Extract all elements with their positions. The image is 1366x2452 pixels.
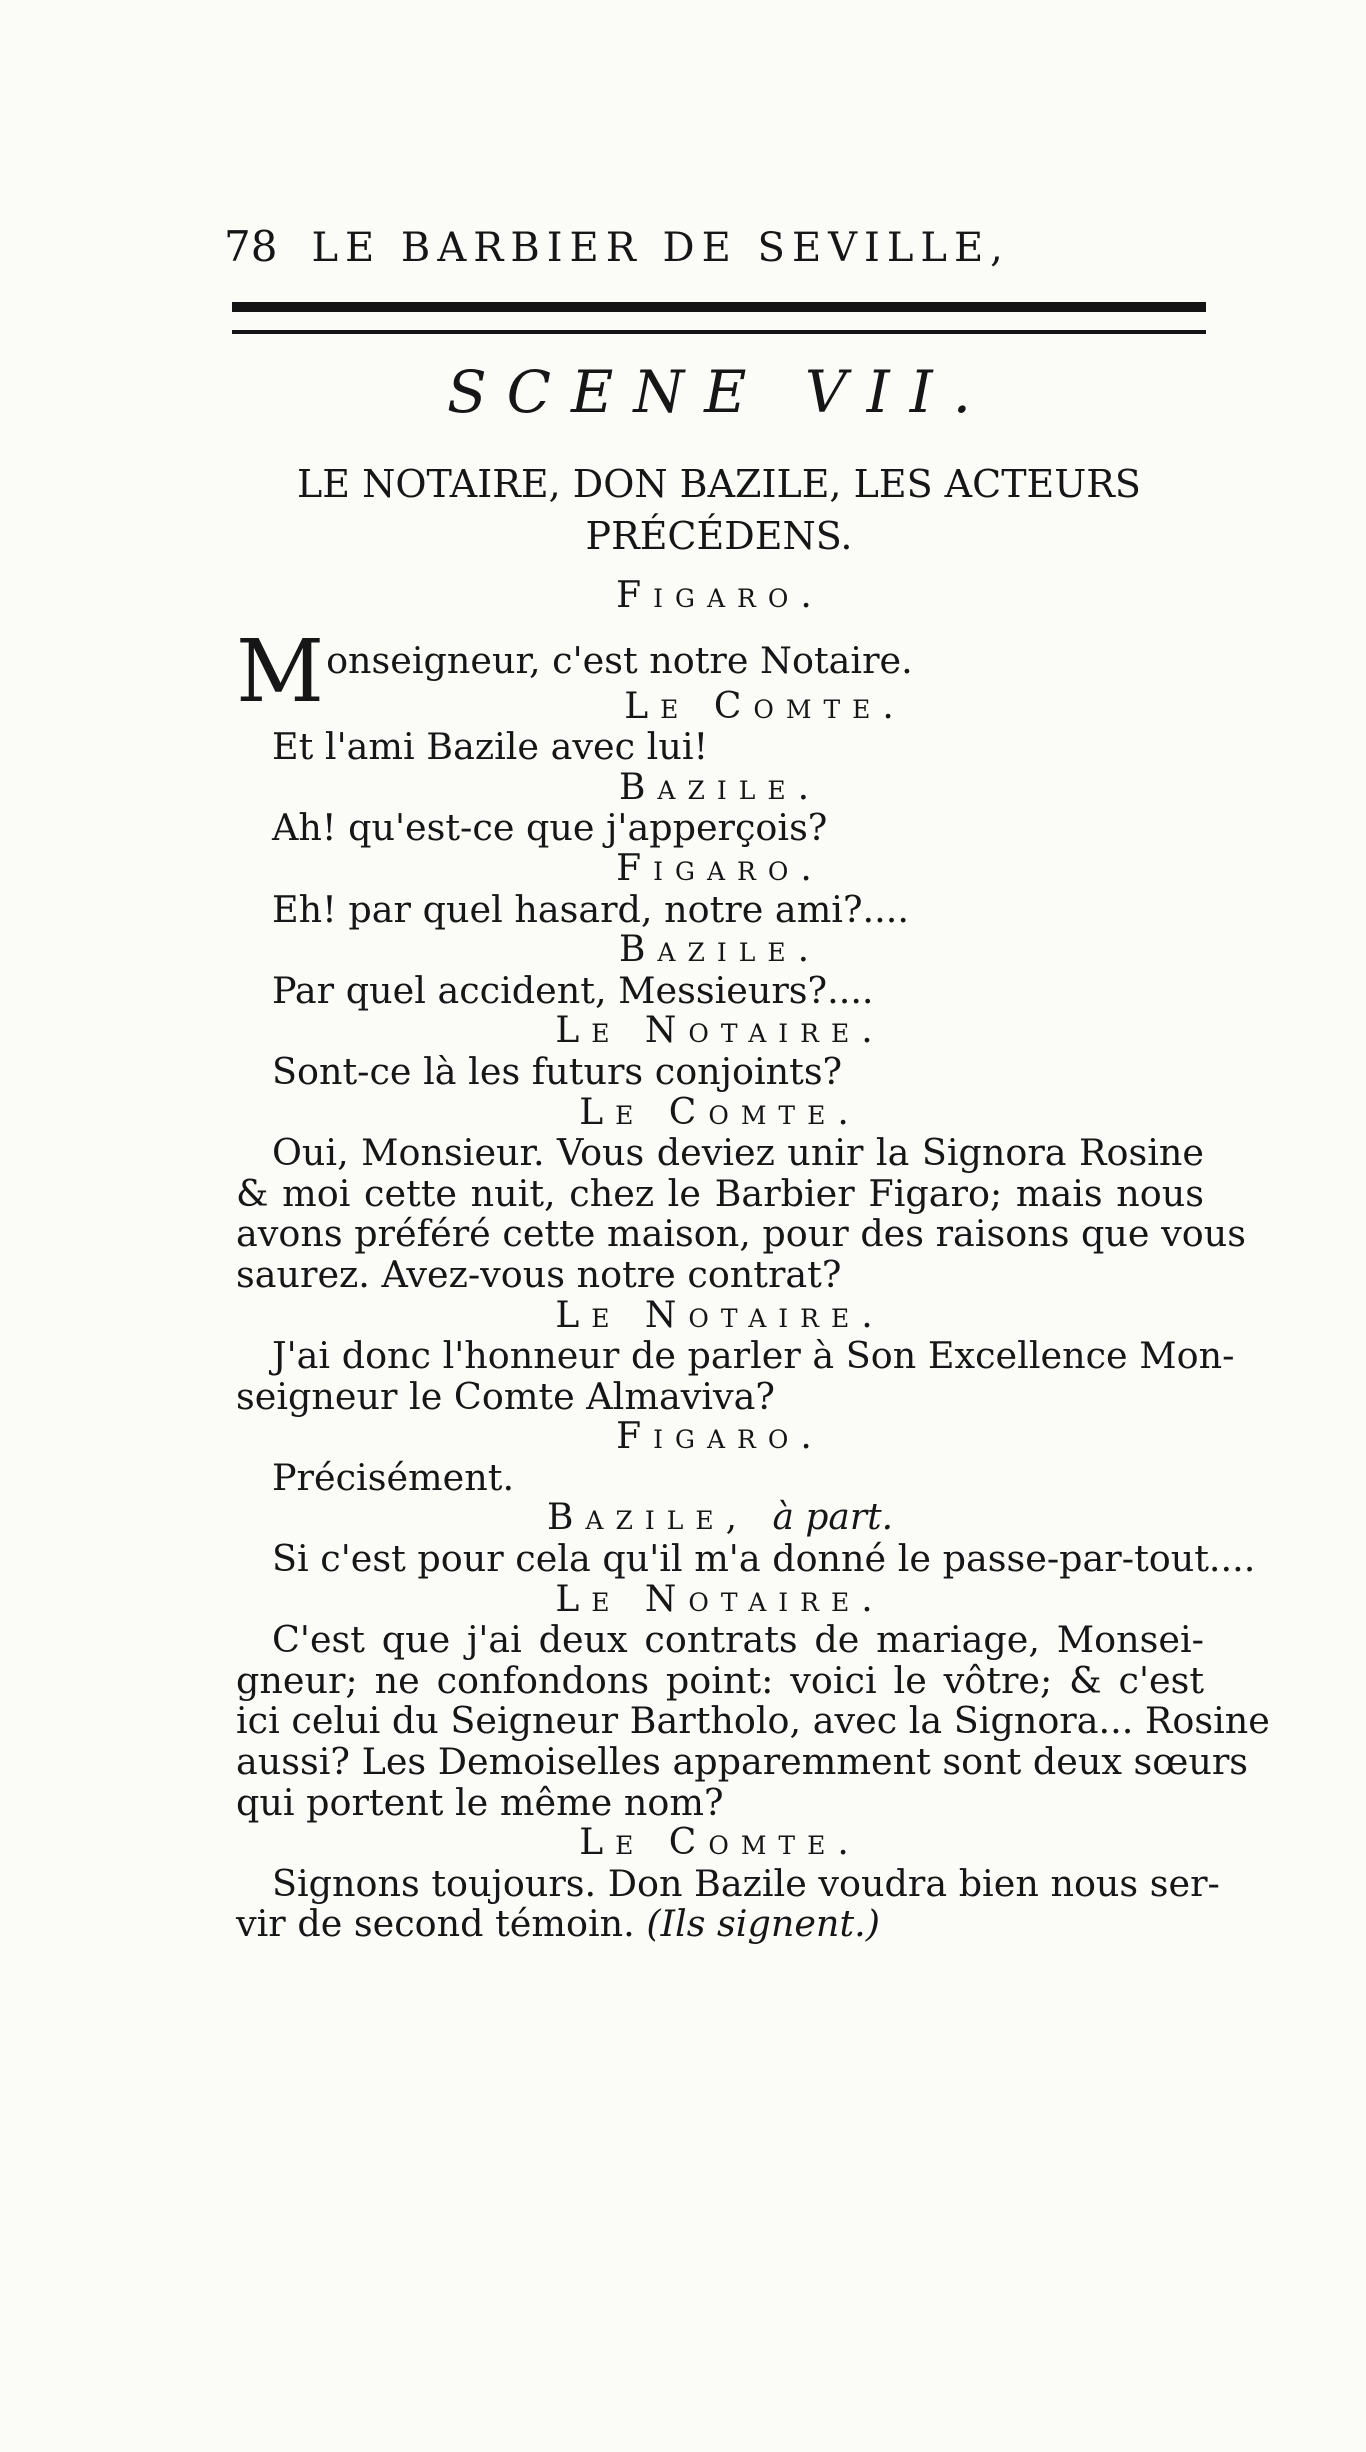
dialogue-line: Signons toujours. Don Bazile voudra bien nous ser- <box>272 1861 1220 1905</box>
speaker-name <box>236 1823 1204 1864</box>
dialogue-line: avons préféré cette maison, pour des raisons que vous <box>236 1212 1246 1256</box>
speaker-label: Le Comte. <box>624 685 906 727</box>
speaker-direction: à part. <box>772 1497 894 1539</box>
speaker-name <box>236 768 1204 809</box>
cast-list <box>232 458 1206 562</box>
dialogue-line-text: onseigneur, c'est notre Notaire. <box>326 638 913 682</box>
dialogue-line: Précisément. <box>272 1455 515 1499</box>
speaker-label: Bazile. <box>618 766 822 808</box>
speaker-label: Le Notaire. <box>555 1010 885 1052</box>
dialogue-body <box>236 575 1270 1946</box>
dialogue-line: Oui, Monsieur. Vous deviez unir la Signora Rosine <box>272 1131 1204 1175</box>
speaker-name <box>236 1498 1204 1539</box>
dialogue-line: Eh! par quel hasard, notre ami?.... <box>272 887 909 931</box>
speaker-name <box>236 576 1204 617</box>
dialogue-line: ici celui du Seigneur Bartholo, avec la Signora... Rosine <box>236 1699 1270 1743</box>
speaker-name <box>236 849 1204 890</box>
dialogue-line: J'ai donc l'honneur de parler à Son Excellence Mon- <box>272 1334 1235 1378</box>
stage-direction: (Ils signent.) <box>646 1902 880 1946</box>
speaker-name <box>236 1093 1204 1134</box>
dialogue-line: & moi cette nuit, chez le Barbier Figaro; mais nous <box>236 1171 1204 1215</box>
speaker-label: Bazile. <box>618 929 822 971</box>
speaker-name <box>236 1417 1204 1458</box>
speaker-label: Bazile, <box>546 1497 750 1539</box>
speaker-name <box>236 1011 1204 1052</box>
speaker-label: Le Notaire. <box>555 1294 885 1336</box>
speaker-name <box>236 1580 1204 1621</box>
scene-title: SCENE VII. <box>446 358 992 426</box>
cast-line: PRÉCÉDENS. <box>585 514 853 558</box>
speaker-label: Le Comte. <box>579 1822 861 1864</box>
speaker-label: Figaro. <box>616 847 824 889</box>
speaker-label: Le Comte. <box>579 1091 861 1133</box>
speaker-name <box>236 930 1204 971</box>
dialogue-line: Ah! qu'est-ce que j'apperçois? <box>272 806 828 850</box>
speaker-label: Figaro. <box>616 1416 824 1458</box>
cast-line: LE NOTAIRE, DON BAZILE, LES ACTEURS <box>297 462 1141 506</box>
dialogue-line: Par quel accident, Messieurs?.... <box>272 968 874 1012</box>
page-number: 78 <box>224 222 278 271</box>
speaker-name <box>236 687 1204 728</box>
header-rule-thick <box>232 302 1206 312</box>
drop-capital: M <box>236 621 325 722</box>
running-title: LE BARBIER DE SEVILLE, <box>311 225 1010 271</box>
dialogue-line: aussi? Les Demoiselles apparemment sont deux sœurs <box>236 1740 1249 1784</box>
dialogue-line: seigneur le Comte Almaviva? <box>236 1374 775 1418</box>
dialogue-line: Sont-ce là les futurs conjoints? <box>272 1049 843 1093</box>
dialogue-line: C'est que j'ai deux contrats de mariage, Monsei- <box>272 1618 1204 1662</box>
dialogue-line: Si c'est pour cela qu'il m'a donné le passe-par-tout.... <box>272 1537 1256 1581</box>
dialogue-line: Et l'ami Bazile avec lui! <box>272 725 709 769</box>
header-rule-thin <box>232 330 1206 334</box>
speaker-name <box>236 1296 1204 1337</box>
running-header <box>224 222 1044 282</box>
speaker-label: Figaro. <box>616 575 824 616</box>
dialogue-line: gneur; ne confondons point: voici le vôtre; & c'est <box>236 1658 1204 1702</box>
dialogue-line: qui portent le même nom? <box>236 1780 724 1824</box>
dialogue-line: vir de second témoin. (Ils signent.) <box>236 1902 880 1946</box>
dialogue-line: saurez. Avez-vous notre contrat? <box>236 1252 842 1296</box>
speaker-label: Le Notaire. <box>555 1578 885 1620</box>
